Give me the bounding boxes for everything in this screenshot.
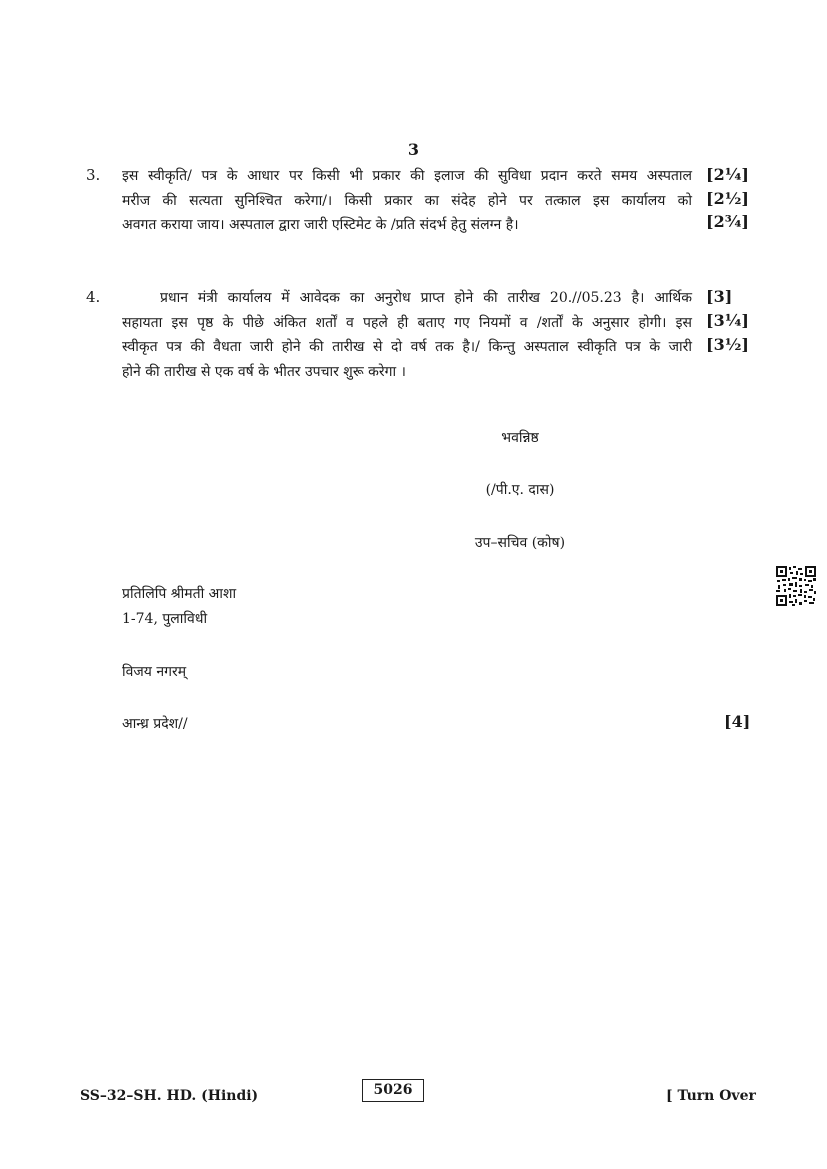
copy-to-recipient: प्रतिलिपि श्रीमती आशा <box>122 586 237 602</box>
question-3-line-3: अवगत कराया जाय। अस्पताल द्वारा जारी एस्टिमेट के /प्रति संदर्भ हेतु संलग्न है। <box>122 217 519 233</box>
question-4-marks-3: [3½] <box>706 335 749 354</box>
copy-to-address-line-1: 1-74, पुलाविधी <box>122 611 208 627</box>
question-3-marks-3: [2¾] <box>706 212 749 231</box>
question-4-number: 4. <box>86 288 101 306</box>
signatory-name: (/पी.ए. दास) <box>485 482 555 498</box>
copy-to-marks: [4] <box>724 712 751 731</box>
question-4-marks-1: [3] <box>706 287 733 306</box>
page-number: 3 <box>407 140 420 159</box>
paper-code: SS–32–SH. HD. (Hindi) <box>80 1088 259 1104</box>
copy-to-address-line-2: विजय नगरम् <box>122 664 187 680</box>
question-4-line-4: होने की तारीख से एक वर्ष के भीतर उपचार शुरू करेगा । <box>122 364 406 380</box>
turn-over-label: [ Turn Over <box>666 1088 756 1104</box>
question-3-line-2: मरीज की सत्यता सुनिश्चित करेगा/। किसी प्रकार का संदेह होने पर तत्काल इस कार्यालय को <box>122 193 692 209</box>
paper-number-box: 5026 <box>362 1079 424 1102</box>
question-4-line-1: प्रधान मंत्री कार्यालय में आवेदक का अनुरोध प्राप्त होने की तारीख 20.//05.23 है। आर्थिक <box>160 290 692 306</box>
closing-text: भवन्निष्ठ <box>501 430 539 446</box>
question-4-line-2: सहायता इस पृष्ठ के पीछे अंकित शर्तों व पहले ही बताए गए नियमों व /शर्तों के अनुसार होगी। इस <box>122 315 692 331</box>
question-3-marks-2: [2½] <box>706 189 749 208</box>
question-4-line-3: स्वीकृत पत्र की वैधता जारी होने की तारीख से दो वर्ष तक है।/ किन्तु अस्पताल स्वीकृति पत्र के जारी <box>122 339 692 355</box>
question-3-line-1: इस स्वीकृति/ पत्र के आधार पर किसी भी प्रकार की इलाज की सुविधा प्रदान करते समय अस्पताल <box>122 168 692 184</box>
signatory-designation: उप–सचिव (कोष) <box>474 535 566 551</box>
question-3-marks-1: [2¼] <box>706 165 749 184</box>
qr-code-icon <box>776 566 816 610</box>
copy-to-address-line-3: आन्ध्र प्रदेश// <box>122 716 188 732</box>
question-3-number: 3. <box>86 166 101 184</box>
question-4-marks-2: [3¼] <box>706 311 749 330</box>
